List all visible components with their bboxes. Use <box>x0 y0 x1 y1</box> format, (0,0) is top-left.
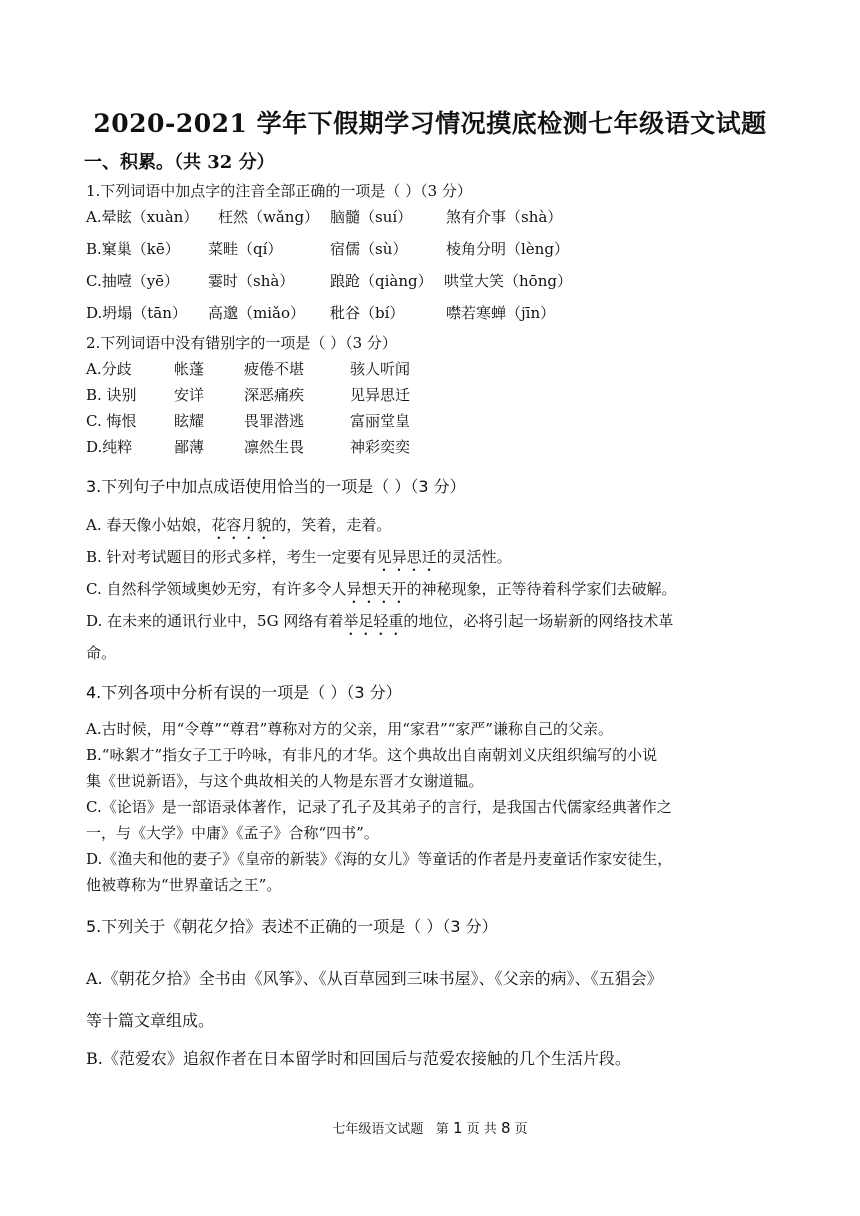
option-cell: C. 悔恨 <box>86 412 137 430</box>
question-4-option-c: C.《论语》是一部语录体著作，记录了孔子及其弟子的言行，是我国古代儒家经典著作之 <box>86 798 672 816</box>
option-cell: 哄堂大笑（hōng） <box>444 272 572 290</box>
question-4-option-b-continued: 集《世说新语》，与这个典故相关的人物是东晋才女谢道韫。 <box>86 772 484 790</box>
option-cell: 踉跄（qiàng） <box>330 272 433 290</box>
text-fragment: D. 在未来的通讯行业中，5G 网络有着 <box>86 612 344 630</box>
question-4-option-d: D.《渔夫和他的妻子》《皇帝的新装》《海的女儿》等童话的作者是丹麦童话作家安徒生， <box>86 850 673 868</box>
option-cell: 鄙薄 <box>174 438 205 456</box>
section-heading: 一、积累。（共 32 分） <box>84 152 275 173</box>
option-cell: 菜畦（qí） <box>208 240 283 258</box>
text-fragment: 的神秘现象，正等待着科学家们去破解。 <box>406 580 677 598</box>
option-cell: 宿儒（sù） <box>330 240 408 258</box>
text-fragment: A. 春天像小姑娘， <box>86 516 212 534</box>
text-fragment: 的地位，必将引起一场崭新的网络技术革 <box>403 612 674 630</box>
option-cell: 霎时（shà） <box>208 272 295 290</box>
question-5-option-a-continued: 等十篇文章组成。 <box>86 1011 215 1030</box>
text-fragment: 的灵活性。 <box>436 548 512 566</box>
question-3-option-d-continued: 命。 <box>86 644 117 662</box>
option-cell: 神彩奕奕 <box>350 438 411 456</box>
option-cell: 噤若寒蝉（jīn） <box>446 304 556 322</box>
option-cell: 眩耀 <box>174 412 205 430</box>
question-3-option-a <box>86 514 391 543</box>
question-1-stem: 1.下列词语中加点字的注音全部正确的一项是（ ）（3 分） <box>86 182 472 200</box>
option-cell: 秕谷（bí） <box>330 304 405 322</box>
option-cell: 煞有介事（shà） <box>446 208 563 226</box>
option-cell: B.窠巢（kē） <box>86 240 180 258</box>
option-cell: 富丽堂皇 <box>350 412 411 430</box>
footer-ye2: 页 <box>514 1122 528 1137</box>
option-cell: B. 诀别 <box>86 386 137 404</box>
option-cell: C.抽噎（yē） <box>86 272 180 290</box>
question-4-option-d-continued: 他被尊称为“世界童话之王”。 <box>86 876 282 894</box>
option-cell: 疲倦不堪 <box>244 360 305 378</box>
option-cell: 安详 <box>174 386 205 404</box>
option-cell: 凛然生畏 <box>244 438 305 456</box>
footer-gong: 共 <box>483 1122 497 1137</box>
dotted-idiom: 举足轻重 <box>343 612 404 630</box>
question-4-option-a: A.古时候，用“令尊”“尊君”尊称对方的父亲，用“家君”“家严”谦称自己的父亲。 <box>86 720 613 738</box>
text-fragment: C. 自然科学领域奥妙无穷，有许多令人 <box>86 580 347 598</box>
page-footer <box>0 1118 860 1137</box>
text-fragment: 的，笑着，走着。 <box>271 516 392 534</box>
dotted-idiom: 见异思迁 <box>376 548 437 566</box>
footer-ye: 页 <box>466 1122 480 1137</box>
question-5-option-b: B.《范爱农》追叙作者在日本留学时和回国后与范爱农接触的几个生活片段。 <box>86 1049 631 1068</box>
option-cell: 帐蓬 <box>174 360 205 378</box>
option-cell: 高邈（miǎo） <box>208 304 305 322</box>
option-cell: 深恶痛疾 <box>244 386 305 404</box>
question-3-option-b <box>86 546 512 575</box>
question-4-option-b: B.“咏絮才”指女子工于吟咏，有非凡的才华。这个典故出自南朝刘义庆组织编写的小说 <box>86 746 658 764</box>
page-total: 8 <box>500 1119 511 1137</box>
dotted-idiom: 异想天开 <box>346 580 407 598</box>
option-cell: 脑髓（suí） <box>330 208 413 226</box>
question-4-stem: 4.下列各项中分析有误的一项是（ ）（3 分） <box>86 683 402 702</box>
option-cell: 骇人听闻 <box>350 360 411 378</box>
question-3-option-c <box>86 578 677 607</box>
question-5-option-a: A.《朝花夕拾》全书由《风筝》、《从百草园到三味书屋》、《父亲的病》、《五猖会》 <box>86 969 663 988</box>
question-2-stem: 2.下列词语中没有错别字的一项是（ ）（3 分） <box>86 334 397 352</box>
footer-di: 第 <box>435 1122 449 1137</box>
option-cell: 棱角分明（lèng） <box>446 240 569 258</box>
page-title: 2020-2021 学年下假期学习情况摸底检测七年级语文试题 <box>93 109 767 138</box>
option-cell: A.分歧 <box>86 360 132 378</box>
option-cell: A.晕眩（xuàn） <box>86 208 199 226</box>
option-cell: D.纯粹 <box>86 438 133 456</box>
question-3-stem: 3.下列句子中加点成语使用恰当的一项是（ ）（3 分） <box>86 477 466 496</box>
dotted-idiom: 花容月貌 <box>211 516 272 534</box>
text-fragment: B. 针对考试题目的形式多样，考生一定要有 <box>86 548 377 566</box>
question-4-option-c-continued: 一，与《大学》中庸》《孟子》合称“四书”。 <box>86 824 379 842</box>
option-cell: D.坍塌（tān） <box>86 304 187 322</box>
question-5-stem: 5.下列关于《朝花夕拾》表述不正确的一项是（ ）（3 分） <box>86 917 498 936</box>
option-cell: 枉然（wǎng） <box>218 208 320 226</box>
page-number: 1 <box>452 1119 463 1137</box>
footer-label: 七年级语文试题 <box>332 1122 424 1137</box>
option-cell: 畏罪潜逃 <box>244 412 305 430</box>
option-cell: 见异思迁 <box>350 386 411 404</box>
question-3-option-d <box>86 610 673 639</box>
